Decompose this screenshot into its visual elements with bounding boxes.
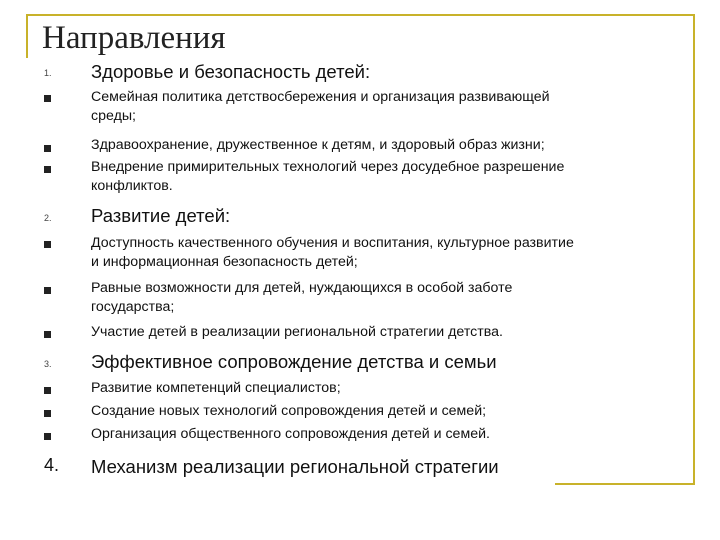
list-item-line: государства;: [91, 299, 175, 315]
section-number: 2.: [44, 213, 52, 223]
section-heading: Здоровье и безопасность детей:: [91, 61, 371, 82]
bullet-icon: [44, 241, 51, 248]
list-item-line: Развитие компетенций специалистов;: [91, 380, 341, 396]
list-item-line: Участие детей в реализации региональной стратегии детства.: [91, 324, 503, 340]
list-item-line: Семейная политика детствосбережения и организация развивающей: [91, 89, 550, 105]
frame-line-left: [26, 14, 28, 58]
list-item-line: среды;: [91, 108, 136, 124]
bullet-icon: [44, 433, 51, 440]
section-heading: Эффективное сопровождение детства и семьи: [91, 351, 497, 372]
list-item-line: Организация общественного сопровождения детей и семей.: [91, 426, 490, 442]
bullet-icon: [44, 145, 51, 152]
slide-title: Направления: [42, 20, 226, 56]
list-item-line: конфликтов.: [91, 178, 173, 194]
section-heading: Механизм реализации региональной стратегии: [91, 456, 499, 477]
list-item-line: Доступность качественного обучения и воспитания, культурное развитие: [91, 235, 574, 251]
list-item-line: Равные возможности для детей, нуждающихся в особой заботе: [91, 280, 513, 296]
bullet-icon: [44, 331, 51, 338]
frame-line-bottom: [555, 483, 695, 485]
list-item-line: Здравоохранение, дружественное к детям, и здоровый образ жизни;: [91, 137, 545, 153]
section-number: 3.: [44, 359, 52, 369]
bullet-icon: [44, 410, 51, 417]
list-item-line: Внедрение примирительных технологий через досудебное разрешение: [91, 159, 565, 175]
bullet-icon: [44, 95, 51, 102]
bullet-icon: [44, 287, 51, 294]
frame-line-top: [26, 14, 694, 16]
section-number: 1.: [44, 68, 52, 78]
bullet-icon: [44, 387, 51, 394]
section-heading: Развитие детей:: [91, 205, 231, 226]
bullet-icon: [44, 166, 51, 173]
list-item-line: и информационная безопасность детей;: [91, 254, 358, 270]
section-number: 4.: [44, 455, 60, 475]
list-item-line: Создание новых технологий сопровождения детей и семей;: [91, 403, 487, 419]
frame-line-right: [693, 14, 695, 484]
